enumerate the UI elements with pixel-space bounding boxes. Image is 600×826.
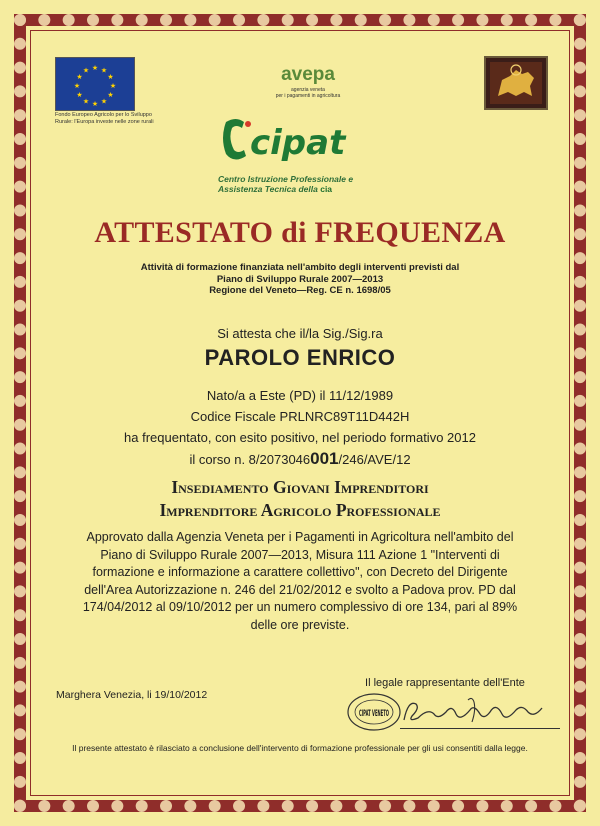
course-number-highlight: 001 (310, 449, 339, 468)
avepa-logo (258, 64, 358, 99)
cipat-wordmark: cipat (250, 123, 346, 163)
avepa-tagline (258, 87, 358, 99)
cipat-subtitle-text: Assistenza Tecnica della (218, 184, 318, 194)
cipat-subtitle-line2 (218, 184, 418, 194)
approval-paragraph (44, 529, 556, 634)
cipat-logo-icon (222, 116, 372, 162)
svg-text:★: ★ (76, 73, 83, 81)
svg-text:★: ★ (109, 82, 117, 90)
svg-text:★: ★ (100, 66, 108, 75)
eu-caption (55, 112, 185, 126)
paragraph-line: dell'Area Autorizzazione n. 246 del 21/02/2012 e svolto a Padova prov. PD dal (84, 582, 516, 597)
veneto-lion-crest-icon (484, 56, 548, 110)
cipat-stamp-icon (346, 692, 402, 732)
cipat-subtitle-line: Centro Istruzione Professionale e (218, 174, 354, 184)
recipient-name: PAROLO ENRICO (204, 345, 396, 370)
footer-note: Il presente attestato è rilasciato a conclusione dell'intervento di formazione professionale per gli usi consentiti dalla legge. (72, 743, 528, 753)
handwritten-signature-icon (398, 694, 548, 730)
paragraph-line: Piano di Sviluppo Rurale 2007—2013, Misura 111 Azione 1 "Interventi di (100, 547, 500, 562)
svg-text:★: ★ (73, 82, 81, 90)
attendance-info: ha frequentato, con esito positivo, nel periodo formativo 2012 (124, 430, 476, 445)
avepa-wordmark: avepa (281, 64, 335, 85)
stamp-text: CIPAT VENETO (359, 709, 390, 719)
avepa-tagline-line: agenzia veneta (291, 87, 325, 93)
paragraph-line: 174/04/2012 al 09/10/2012 per un numero complessivo di ore 134, pari al 89% (82, 600, 518, 614)
certificate-title: ATTESTATO di FREQUENZA (94, 216, 506, 249)
course-title-line: Insediamento Giovani Imprenditori (171, 477, 429, 497)
paragraph-line: formazione e informazione a carattere collettivo", con Decreto del Dirigente (92, 565, 508, 579)
place-and-date: Marghera Venezia, li 19/10/2012 (56, 689, 208, 701)
intro-line: Piano di Sviluppo Rurale 2007—2013 (216, 273, 384, 285)
avepa-tagline-line: per i pagamenti in agricoltura (275, 93, 341, 99)
attestation-statement: Si attesta che il/la Sig./Sig.ra (217, 326, 383, 341)
svg-text:★: ★ (107, 73, 114, 81)
legal-representative-label: Il legale rappresentante dell'Ente (365, 677, 525, 689)
cia-wordmark: cia (320, 184, 333, 194)
course-number-suffix: /246/AVE/12 (338, 452, 411, 467)
svg-text:★: ★ (82, 66, 90, 75)
course-number-prefix: il corso n. 8/2073046 (189, 452, 311, 467)
svg-text:★: ★ (107, 91, 114, 99)
eu-caption-line: Rurale: l'Europa investe nelle zone rurali (55, 119, 154, 125)
svg-text:★: ★ (91, 64, 99, 72)
intro-line: Regione del Veneto—Reg. CE n. 1698/05 (209, 285, 391, 296)
svg-text:★: ★ (91, 100, 99, 108)
eu-flag-icon (55, 57, 135, 111)
birth-info: Nato/a a Este (PD) il 11/12/1989 (206, 388, 394, 403)
fiscal-code: Codice Fiscale PRLNRC89T11D442H (190, 409, 410, 424)
recipient-details (40, 385, 560, 470)
course-title (40, 476, 560, 522)
intro-line: Attività di formazione finanziata nell'ambito degli interventi previsti dal (140, 262, 460, 273)
svg-text:★: ★ (100, 97, 108, 106)
paragraph-line: delle ore previste. (250, 617, 350, 632)
svg-text:★: ★ (82, 97, 90, 106)
svg-text:★: ★ (76, 91, 83, 99)
signature-line (400, 728, 560, 729)
cipat-subtitle (218, 174, 418, 194)
course-title-line: Imprenditore Agricolo Professionale (159, 500, 441, 520)
paragraph-line: Approvato dalla Agenzia Veneta per i Pagamenti in Agricoltura nell'ambito del (86, 530, 514, 544)
eu-caption-line: Fondo Europeo Agricolo per lo Sviluppo (55, 112, 152, 118)
funding-intro (40, 262, 560, 297)
course-number (40, 448, 560, 470)
